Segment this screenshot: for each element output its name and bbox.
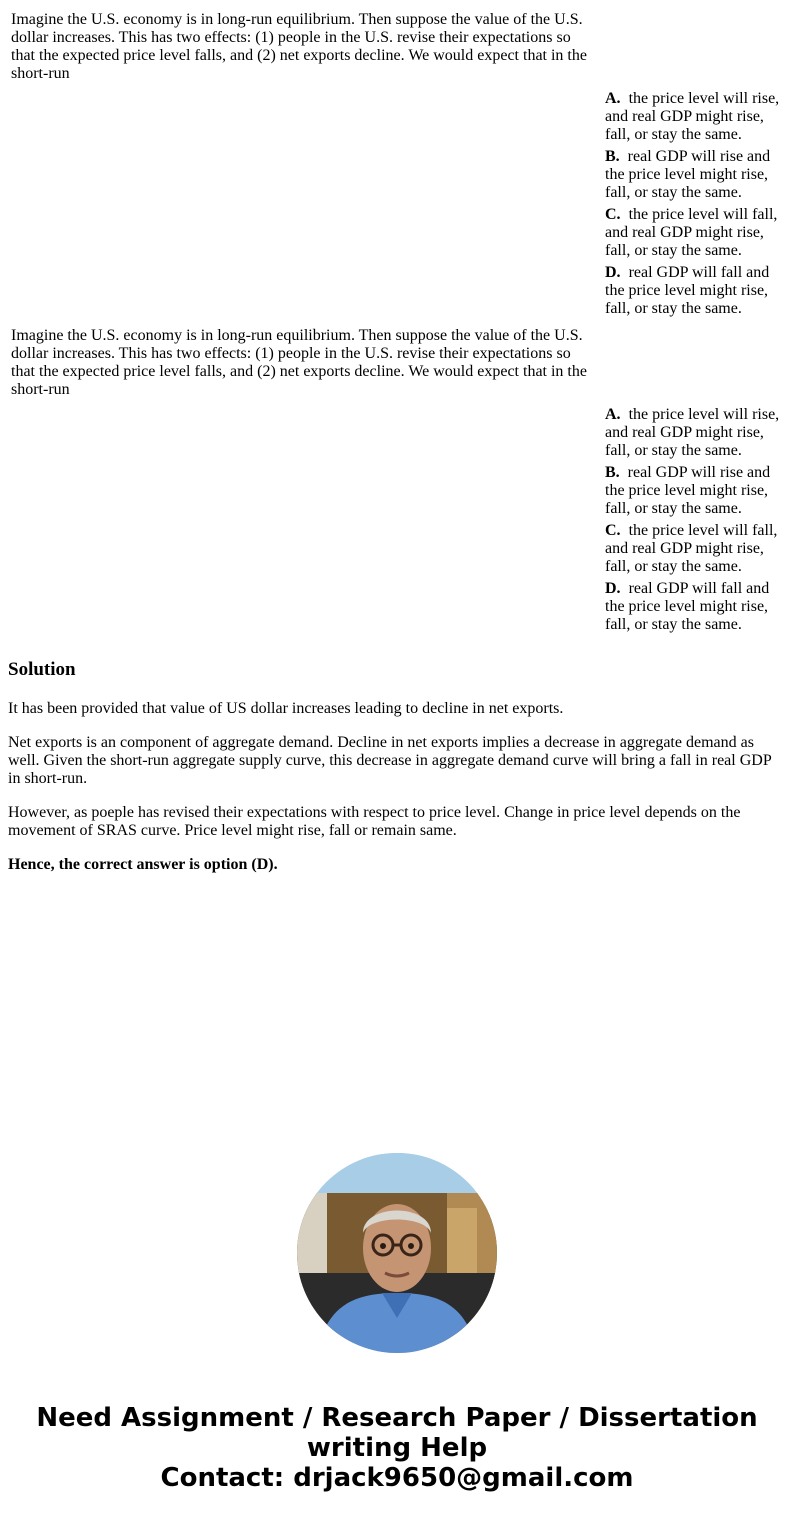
option-text: the price level will fall, and real GDP might rise, fall, or stay the same. bbox=[605, 206, 778, 259]
solution-section bbox=[8, 658, 782, 890]
option-letter: D. bbox=[605, 580, 621, 597]
option-text: real GDP will rise and the price level might rise, fall, or stay the same. bbox=[605, 464, 771, 517]
question-1 bbox=[11, 11, 591, 83]
question-2 bbox=[11, 327, 591, 399]
option-letter: C. bbox=[605, 522, 621, 539]
question-1-options bbox=[605, 90, 787, 322]
solution-paragraph: It has been provided that value of US dollar increases leading to decline in net exports. bbox=[8, 700, 564, 717]
footer-line-1: Need Assignment / Research Paper / Dissertation bbox=[36, 1403, 758, 1433]
option-letter: A. bbox=[605, 90, 621, 107]
option-letter: B. bbox=[605, 464, 620, 481]
question-1-text: Imagine the U.S. economy is in long-run equilibrium. Then suppose the value of the U.S. dollar increases. This has two effects: (1) people in the U.S. revise their expectations so that the expected price level falls, and (2) net exports decline. We would expect that in the short-run bbox=[11, 11, 587, 82]
question-2-option-d[interactable] bbox=[605, 580, 787, 634]
option-letter: D. bbox=[605, 264, 621, 281]
option-text: the price level will rise, and real GDP might rise, fall, or stay the same. bbox=[605, 90, 780, 143]
option-letter: C. bbox=[605, 206, 621, 223]
solution-paragraph: However, as poeple has revised their expectations with respect to price level. Change in price level depends on the movement of SRAS curve. Price level might rise, fall or remain same. bbox=[8, 804, 741, 839]
person-portrait-icon bbox=[297, 1153, 497, 1353]
option-text: real GDP will rise and the price level might rise, fall, or stay the same. bbox=[605, 148, 771, 201]
option-text: the price level will rise, and real GDP might rise, fall, or stay the same. bbox=[605, 406, 780, 459]
footer-line-2: writing Help bbox=[306, 1433, 488, 1463]
footer-contact-email[interactable]: Contact: drjack9650@gmail.com bbox=[160, 1463, 634, 1493]
solution-heading: Solution bbox=[8, 659, 76, 680]
question-2-option-c[interactable] bbox=[605, 522, 787, 576]
question-2-options bbox=[605, 406, 787, 638]
question-1-option-d[interactable] bbox=[605, 264, 787, 318]
option-letter: A. bbox=[605, 406, 621, 423]
option-text: real GDP will fall and the price level might rise, fall, or stay the same. bbox=[605, 580, 770, 633]
solution-paragraph: Net exports is an component of aggregate demand. Decline in net exports implies a decrease in aggregate demand as well. Given the short-run aggregate supply curve, this decrease in aggregate demand curve will bring a fall in real GDP in short-run. bbox=[8, 734, 772, 787]
question-2-option-b[interactable] bbox=[605, 464, 787, 518]
solution-conclusion: Hence, the correct answer is option (D). bbox=[8, 856, 278, 873]
option-text: real GDP will fall and the price level might rise, fall, or stay the same. bbox=[605, 264, 770, 317]
question-2-option-a[interactable] bbox=[605, 406, 787, 460]
option-text: the price level will fall, and real GDP might rise, fall, or stay the same. bbox=[605, 522, 778, 575]
question-1-option-c[interactable] bbox=[605, 206, 787, 260]
question-2-text: Imagine the U.S. economy is in long-run equilibrium. Then suppose the value of the U.S. dollar increases. This has two effects: (1) people in the U.S. revise their expectations so that the expected price level falls, and (2) net exports decline. We would expect that in the short-run bbox=[11, 327, 587, 398]
option-letter: B. bbox=[605, 148, 620, 165]
question-1-option-b[interactable] bbox=[605, 148, 787, 202]
footer-contact bbox=[0, 1403, 794, 1493]
question-1-option-a[interactable] bbox=[605, 90, 787, 144]
